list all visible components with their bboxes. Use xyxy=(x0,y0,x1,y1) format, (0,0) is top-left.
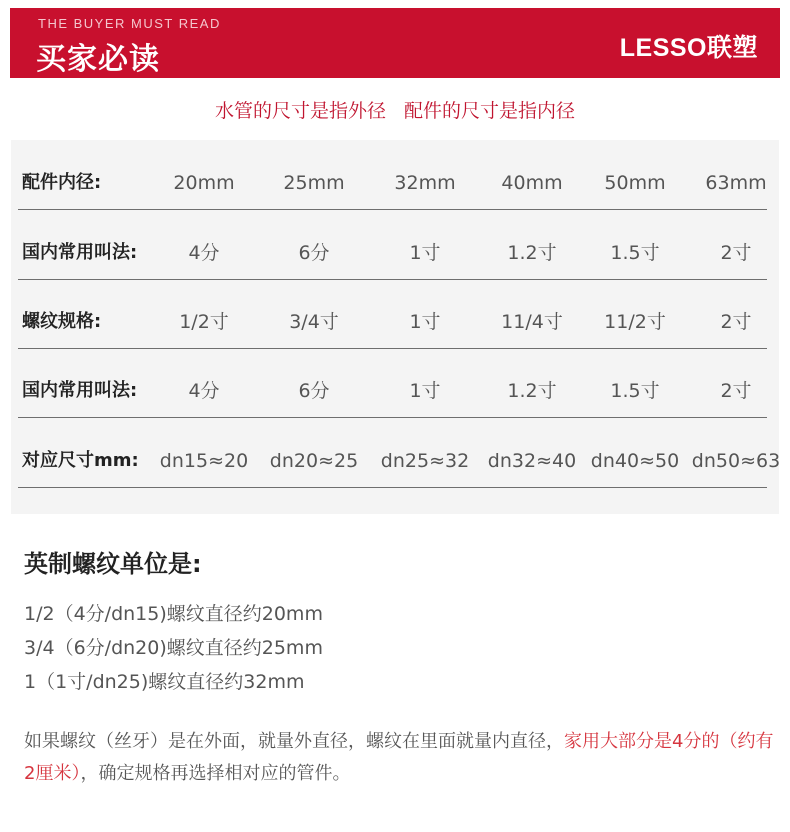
table-cell: dn25≈32 xyxy=(380,450,470,472)
table-cell: dn32≈40 xyxy=(487,450,577,472)
size-table xyxy=(11,140,779,514)
banner-subtitle: THE BUYER MUST READ xyxy=(38,16,221,31)
table-cell: 1.5寸 xyxy=(610,242,660,264)
row-label: 螺纹规格: xyxy=(22,311,102,332)
measurement-note xyxy=(24,726,784,790)
table-cell: 2寸 xyxy=(720,380,752,402)
thread-info-line: 1（1寸/dn25)螺纹直径约32mm xyxy=(24,671,305,693)
table-row xyxy=(18,418,781,488)
brand-logo: LESSO联塑 xyxy=(619,34,758,62)
table-cell: 4分 xyxy=(188,380,220,402)
row-label: 国内常用叫法: xyxy=(22,242,138,263)
table-cell: 2寸 xyxy=(720,311,752,333)
table-cell: 2寸 xyxy=(720,242,752,264)
note-highlight: 家用大部分是4分的（约有2厘米） xyxy=(24,731,774,784)
table-cell: 11/4寸 xyxy=(501,311,563,333)
table-cell: 1.2寸 xyxy=(507,242,557,264)
note-text-end: ，确定规格再选择相对应的管件。 xyxy=(80,763,351,784)
table-row xyxy=(18,348,767,418)
table-cell: 1.5寸 xyxy=(610,380,660,402)
table-cell: 1寸 xyxy=(409,311,441,333)
table-cell: dn50≈63 xyxy=(691,450,781,472)
row-label: 国内常用叫法: xyxy=(22,380,138,401)
thread-info-line: 3/4（6分/dn20)螺纹直径约25mm xyxy=(24,637,323,659)
table-cell: 4分 xyxy=(188,242,220,264)
table-cell: 6分 xyxy=(298,380,330,402)
fitting-size-note: 配件的尺寸是指内径 xyxy=(404,100,576,122)
size-notice xyxy=(0,96,790,123)
table-cell: 63mm xyxy=(705,172,767,194)
thread-info-line: 1/2（4分/dn15)螺纹直径约20mm xyxy=(24,603,323,625)
table-cell: dn15≈20 xyxy=(159,450,249,472)
table-row xyxy=(18,210,767,280)
table-cell: 3/4寸 xyxy=(289,311,339,333)
table-cell: 1寸 xyxy=(409,242,441,264)
row-label: 配件内径: xyxy=(22,172,102,193)
table-cell: dn20≈25 xyxy=(269,450,359,472)
table-cell: dn40≈50 xyxy=(590,450,680,472)
note-text: 如果螺纹（丝牙）是在外面，就量外直径，螺纹在里面就量内直径， xyxy=(24,731,564,752)
table-cell: 1.2寸 xyxy=(507,380,557,402)
table-cell: 40mm xyxy=(501,172,563,194)
row-label: 对应尺寸mm: xyxy=(22,450,139,471)
table-cell: 32mm xyxy=(394,172,456,194)
table-row xyxy=(18,140,767,210)
table-cell: 20mm xyxy=(173,172,235,194)
table-cell: 25mm xyxy=(283,172,345,194)
table-cell: 1/2寸 xyxy=(179,311,229,333)
pipe-size-note: 水管的尺寸是指外径 xyxy=(214,100,386,122)
table-cell: 6分 xyxy=(298,242,330,264)
table-cell: 11/2寸 xyxy=(604,311,666,333)
table-cell: 50mm xyxy=(604,172,666,194)
table-cell: 1寸 xyxy=(409,380,441,402)
banner-title: 买家必读 xyxy=(36,42,160,77)
imperial-thread-title: 英制螺纹单位是: xyxy=(24,550,202,578)
header-banner xyxy=(10,8,780,78)
table-row xyxy=(18,279,767,349)
